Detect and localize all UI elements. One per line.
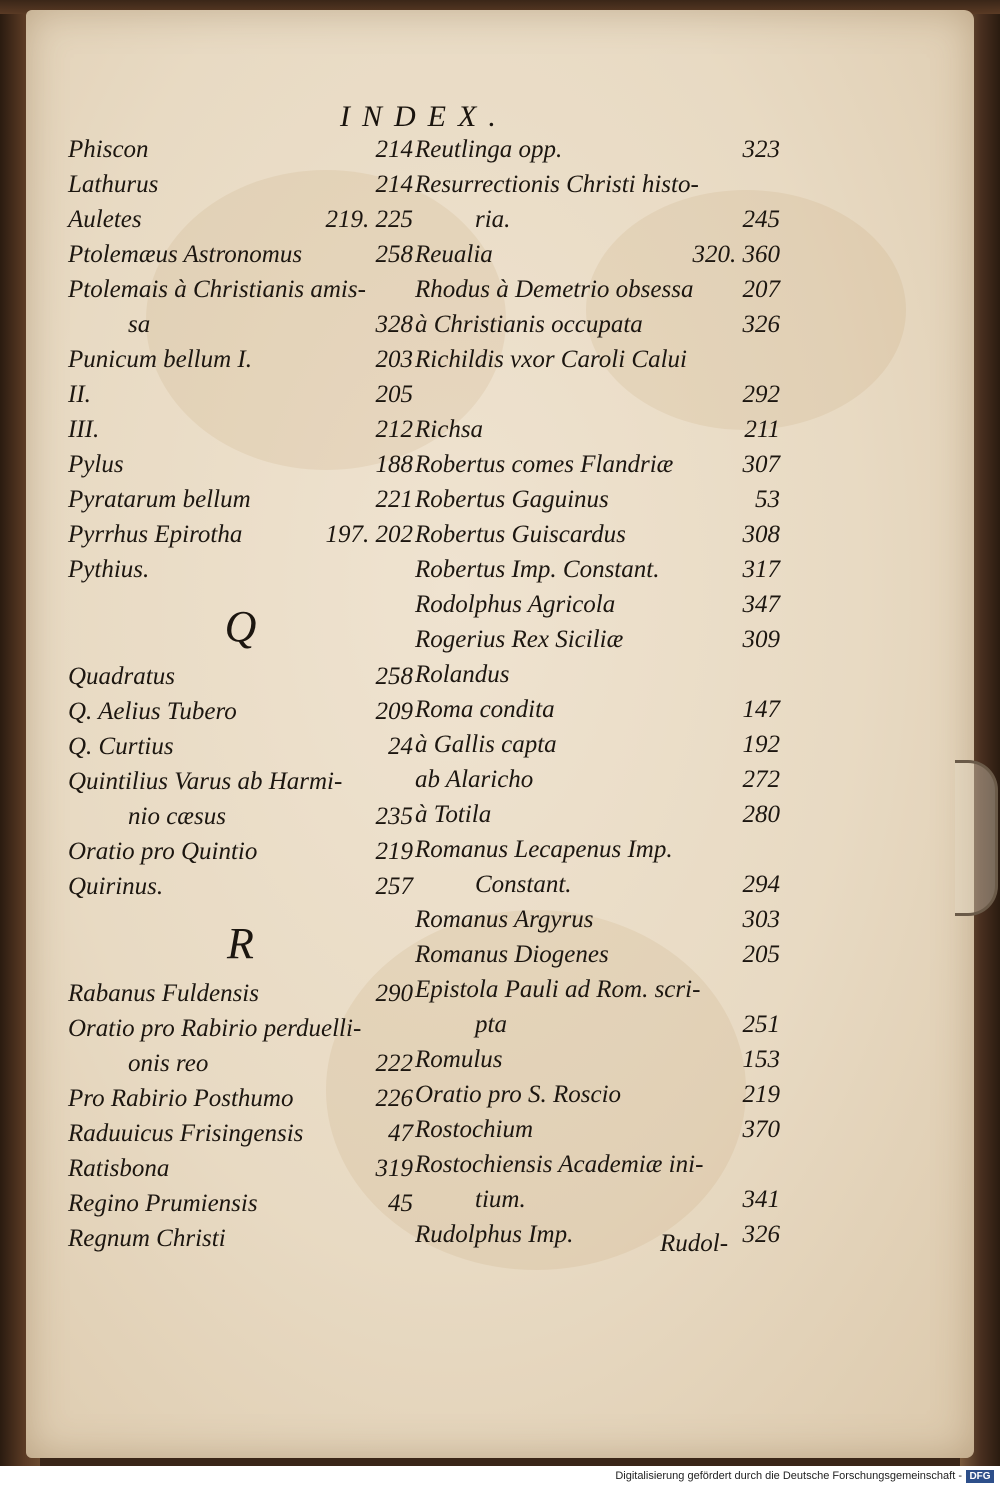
index-page-number: 209 — [375, 698, 413, 725]
index-term: Richsa — [415, 416, 484, 443]
index-entry — [68, 1116, 413, 1151]
index-page-number: 219 — [375, 838, 413, 865]
index-page-number: 221 — [375, 486, 413, 513]
index-entry — [68, 976, 413, 1011]
index-entry — [68, 237, 413, 272]
section-letter: Q — [224, 602, 257, 651]
index-page-number: 45 — [388, 1190, 413, 1217]
footer-text: Digitalisierung gefördert durch die Deutsche Forschungsgemeinschaft - — [615, 1470, 962, 1482]
index-term: Ratisbona — [68, 1155, 170, 1182]
index-entry — [415, 412, 780, 447]
index-entry — [68, 167, 413, 202]
index-term: Oratio pro Rabirio perduelli- — [68, 1015, 362, 1042]
index-page-number: 347 — [742, 591, 780, 618]
index-entry — [415, 937, 780, 972]
index-entry — [415, 272, 780, 307]
index-page-number: 197. 202 — [325, 521, 413, 548]
index-term: Pylus — [68, 451, 124, 478]
index-term: Auletes — [68, 206, 142, 233]
index-term: Romulus — [415, 1046, 503, 1073]
index-page-number: 245 — [742, 206, 780, 233]
index-term: Rostochiensis Academiæ ini- — [415, 1151, 704, 1178]
clasp-loop — [955, 760, 998, 916]
index-page-number: 203 — [375, 346, 413, 373]
index-entry — [68, 202, 413, 237]
index-entry — [68, 1221, 413, 1256]
index-page-number: 320. 360 — [692, 241, 780, 268]
index-page-number: 308 — [742, 521, 780, 548]
index-page-number: 212 — [375, 416, 413, 443]
index-entry — [68, 342, 413, 377]
index-entry — [415, 622, 780, 657]
index-page-number: 257 — [375, 873, 413, 900]
index-page-number: 317 — [742, 556, 780, 583]
index-page-number: 226 — [375, 1085, 413, 1112]
index-term: Pythius. — [68, 556, 150, 583]
index-entry — [415, 307, 780, 342]
index-entry — [415, 132, 780, 167]
index-page-number: 147 — [742, 696, 780, 723]
index-term: Rhodus à Demetrio obsessa — [415, 276, 694, 303]
index-page-number: 205 — [742, 941, 780, 968]
index-entry — [68, 447, 413, 482]
index-entry — [68, 659, 413, 694]
index-entry — [68, 517, 413, 552]
index-term: ria. — [475, 206, 511, 233]
index-term: Raduuicus Frisingensis — [68, 1120, 304, 1147]
index-term: Rodolphus Agricola — [415, 591, 616, 618]
index-entry — [415, 237, 780, 272]
index-page-number: 219 — [742, 1081, 780, 1108]
index-entry — [415, 552, 780, 587]
index-term: Regnum Christi — [68, 1225, 226, 1252]
index-term: sa — [128, 311, 151, 338]
index-term: nio cæsus — [128, 803, 226, 830]
index-term: Roma condita — [415, 696, 555, 723]
index-term: Romanus Diogenes — [415, 941, 609, 968]
index-entry — [415, 1112, 780, 1147]
index-entry — [68, 412, 413, 447]
index-entry — [415, 342, 780, 377]
index-term: Romanus Argyrus — [415, 906, 594, 933]
index-term: Romanus Lecapenus Imp. — [415, 836, 673, 863]
index-term: Oratio pro S. Roscio — [415, 1081, 622, 1108]
index-term: Robertus Gaguinus — [415, 486, 609, 513]
index-page-number: 211 — [744, 416, 780, 443]
index-page-number: 24 — [388, 733, 413, 760]
index-term: Pro Rabirio Posthumo — [68, 1085, 294, 1112]
index-entry — [415, 797, 780, 832]
index-page-number: 207 — [742, 276, 780, 303]
index-entry — [415, 762, 780, 797]
index-entry — [68, 1081, 413, 1116]
index-entry — [68, 132, 413, 167]
index-page-number: 47 — [388, 1120, 413, 1147]
index-term: Pyrrhus Epirotha — [68, 521, 243, 548]
index-page-number: 153 — [742, 1046, 780, 1073]
index-page-number: 235 — [375, 803, 413, 830]
index-page-number: 328 — [375, 311, 413, 338]
index-entry — [415, 972, 780, 1007]
index-term: ab Alaricho — [415, 766, 534, 793]
index-term: Ptolemais à Christianis amis- — [68, 276, 366, 303]
index-term: Phiscon — [68, 136, 149, 163]
index-page-number: 323 — [742, 136, 780, 163]
index-page-number: 326 — [742, 1221, 780, 1248]
index-page-number: 251 — [742, 1011, 780, 1038]
index-entry — [68, 694, 413, 729]
index-entry — [415, 832, 780, 867]
index-entry — [68, 834, 413, 869]
index-page-number: 272 — [742, 766, 780, 793]
index-term: Pyratarum bellum — [68, 486, 251, 513]
index-term: II. — [68, 381, 91, 408]
index-term: Q. Aelius Tubero — [68, 698, 237, 725]
index-term: Robertus Imp. Constant. — [415, 556, 660, 583]
section-letter: R — [227, 919, 254, 968]
index-term: Quirinus. — [68, 873, 164, 900]
index-entry — [415, 727, 780, 762]
index-page-number: 326 — [742, 311, 780, 338]
index-column-left — [68, 132, 413, 1256]
index-term: à Christianis occupata — [415, 311, 643, 338]
index-term: Oratio pro Quintio — [68, 838, 258, 865]
index-page-number: 370 — [742, 1116, 780, 1143]
index-page-number: 214 — [375, 171, 413, 198]
page-header: INDEX. — [340, 100, 508, 133]
index-entry — [415, 902, 780, 937]
index-term: Quintilius Varus ab Harmi- — [68, 768, 343, 795]
index-term: Q. Curtius — [68, 733, 174, 760]
index-entry — [415, 1147, 780, 1182]
index-entry — [68, 799, 413, 834]
index-term: Ptolemæus Astronomus — [68, 241, 303, 268]
index-page-number: 219. 225 — [325, 206, 413, 233]
dfg-logo: DFG — [966, 1470, 994, 1483]
catchword: Rudol- — [660, 1230, 729, 1257]
index-entry — [415, 1007, 780, 1042]
index-entry — [68, 729, 413, 764]
index-entry — [68, 272, 413, 307]
index-term: Robertus comes Flandriæ — [415, 451, 674, 478]
index-entry — [415, 377, 780, 412]
index-term: onis reo — [128, 1050, 209, 1077]
index-term: III. — [68, 416, 100, 443]
index-entry — [68, 377, 413, 412]
index-page-number: 303 — [742, 906, 780, 933]
index-page-number: 192 — [742, 731, 780, 758]
index-page-number: 222 — [375, 1050, 413, 1077]
index-entry — [415, 167, 780, 202]
index-entry — [68, 1151, 413, 1186]
index-term: à Gallis capta — [415, 731, 557, 758]
index-entry — [68, 869, 413, 904]
index-entry — [415, 867, 780, 902]
index-term: Rabanus Fuldensis — [68, 980, 259, 1007]
index-term: Resurrectionis Christi histo- — [415, 171, 699, 198]
index-entry — [415, 1042, 780, 1077]
index-page-number: 258 — [375, 241, 413, 268]
index-entry — [415, 517, 780, 552]
index-page-number: 214 — [375, 136, 413, 163]
index-term: Epistola Pauli ad Rom. scri- — [415, 976, 701, 1003]
index-entry — [68, 1011, 413, 1046]
index-entry — [415, 692, 780, 727]
index-page-number: 307 — [742, 451, 780, 478]
index-term: pta — [475, 1011, 507, 1038]
index-term: Rogerius Rex Siciliæ — [415, 626, 624, 653]
index-term: Quadratus — [68, 663, 175, 690]
index-term: Robertus Guiscardus — [415, 521, 626, 548]
index-entry — [415, 657, 780, 692]
index-term: Constant. — [475, 871, 572, 898]
index-entry — [415, 482, 780, 517]
index-term: Punicum bellum I. — [68, 346, 252, 373]
index-page-number: 309 — [742, 626, 780, 653]
index-entry — [68, 1186, 413, 1221]
index-entry — [415, 1077, 780, 1112]
index-page-number: 53 — [755, 486, 780, 513]
index-entry — [68, 764, 413, 799]
index-entry — [415, 587, 780, 622]
index-term: Rostochium — [415, 1116, 534, 1143]
index-entry — [68, 1046, 413, 1081]
index-entry — [68, 552, 413, 587]
index-entry — [415, 1182, 780, 1217]
index-term: Rolandus — [415, 661, 510, 688]
index-page-number: 294 — [742, 871, 780, 898]
index-page-number: 258 — [375, 663, 413, 690]
index-entry — [68, 482, 413, 517]
index-page-number: 319 — [375, 1155, 413, 1182]
index-page-number: 205 — [375, 381, 413, 408]
index-page-number: 292 — [742, 381, 780, 408]
index-page-number: 188 — [375, 451, 413, 478]
index-page-number: 341 — [742, 1186, 780, 1213]
index-entry — [415, 447, 780, 482]
index-term: Lathurus — [68, 171, 159, 198]
index-entry — [415, 202, 780, 237]
index-term: à Totila — [415, 801, 492, 828]
index-term: Rudolphus Imp. — [415, 1221, 574, 1248]
index-term: tium. — [475, 1186, 526, 1213]
index-term: Regino Prumiensis — [68, 1190, 258, 1217]
index-entry — [68, 307, 413, 342]
index-column-right — [415, 132, 780, 1252]
index-page-number: 290 — [375, 980, 413, 1007]
index-page-number: 280 — [742, 801, 780, 828]
index-term: Reutlinga opp. — [415, 136, 563, 163]
index-term: Reualia — [415, 241, 493, 268]
index-term: Richildis vxor Caroli Calui — [415, 346, 687, 373]
